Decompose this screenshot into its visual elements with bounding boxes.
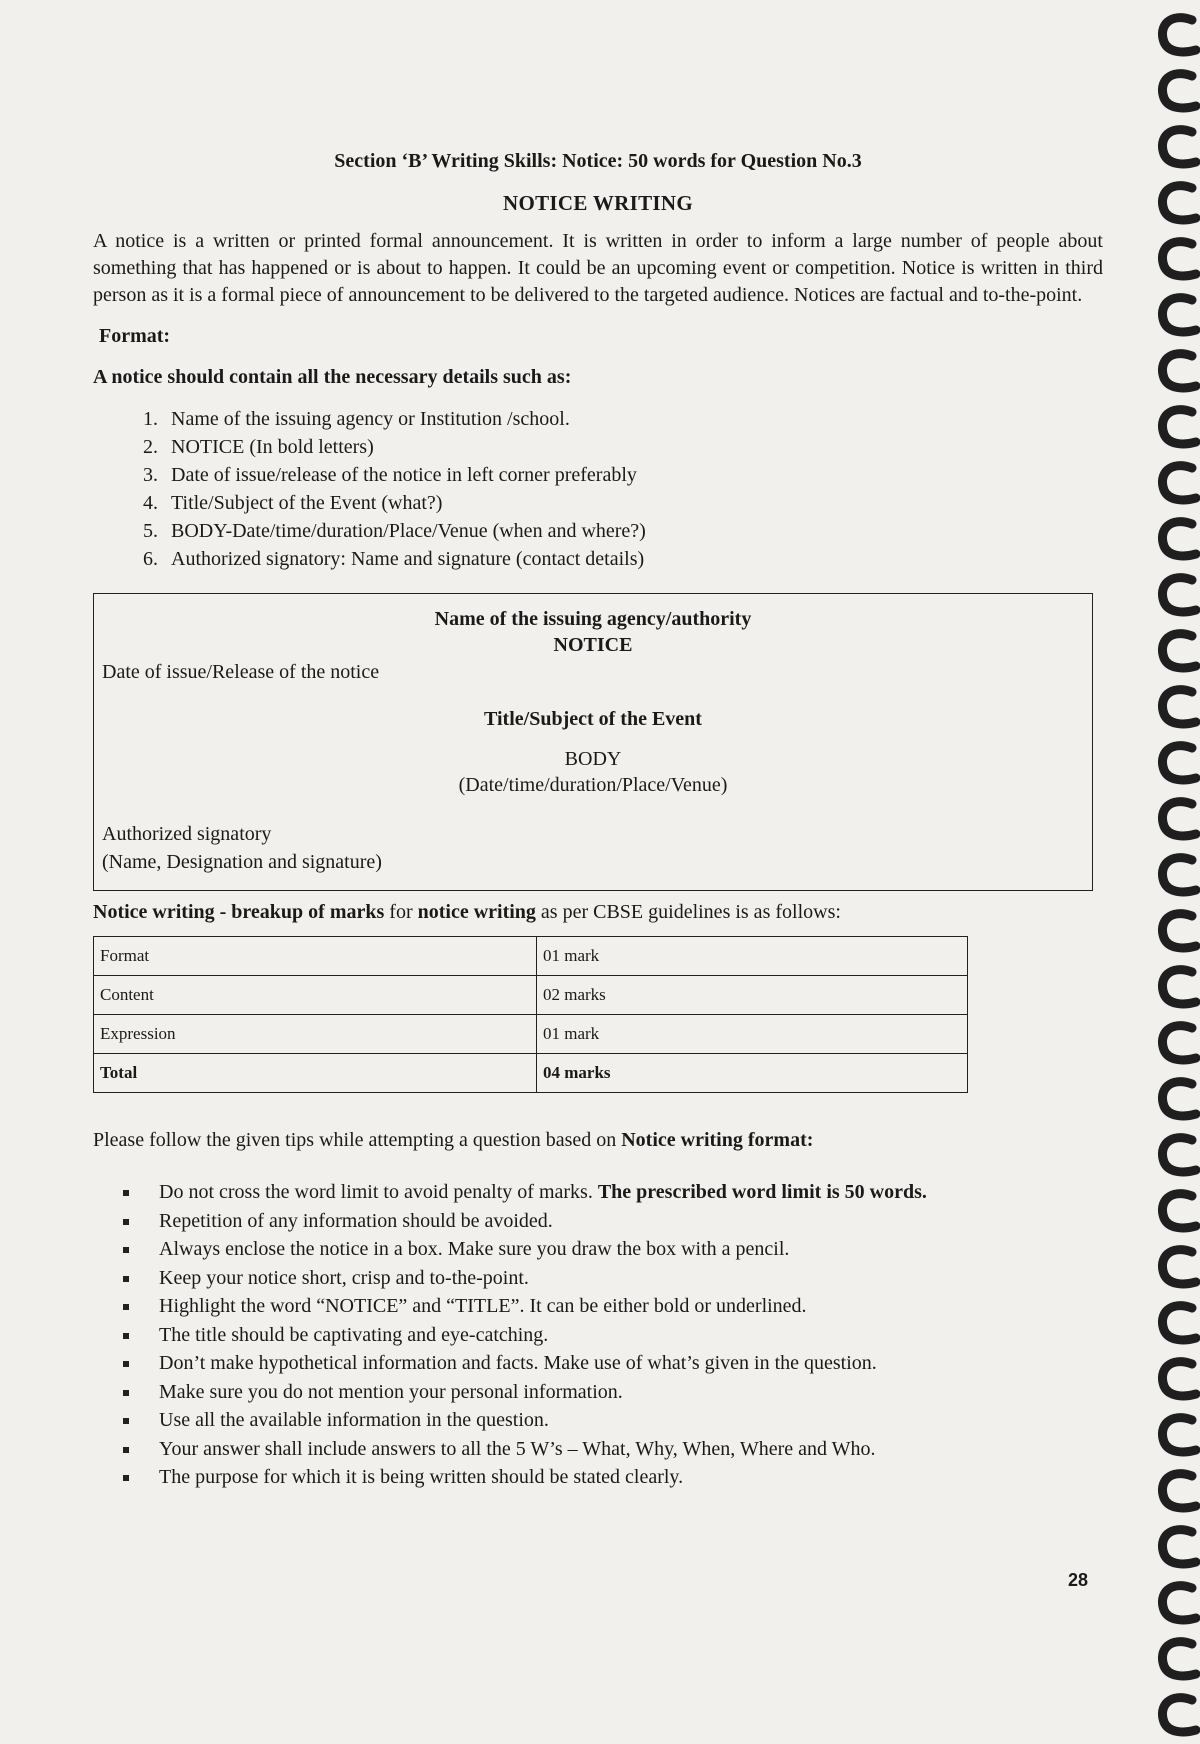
list-item — [123, 1349, 1103, 1378]
spiral-loop — [1162, 466, 1196, 500]
list-item — [123, 1207, 1103, 1236]
table-cell-item: Format — [94, 937, 537, 976]
spiral-loop — [1162, 354, 1196, 388]
spiral-loop — [1162, 186, 1196, 220]
table-cell-item: Expression — [94, 1015, 537, 1054]
tip-text: Do not cross the word limit to avoid penalty of marks. — [159, 1181, 598, 1203]
marks-table — [93, 936, 968, 1093]
spiral-loop — [1162, 1698, 1196, 1732]
tip-text: Don’t make hypothetical information and facts. Make use of what’s given in the question. — [159, 1352, 877, 1374]
bullet-icon — [123, 1276, 129, 1282]
spiral-loop — [1162, 74, 1196, 108]
table-row-total — [94, 1054, 968, 1093]
list-item — [123, 1235, 1103, 1264]
list-item — [123, 1321, 1103, 1350]
spiral-loop — [1162, 1362, 1196, 1396]
table-row — [94, 1015, 968, 1054]
tip-text: The title should be captivating and eye-catching. — [159, 1323, 549, 1346]
list-item: 5. BODY-Date/time/duration/Place/Venue (when and where?) — [163, 517, 1103, 545]
tip-text: Use all the available information in the question. — [159, 1409, 549, 1431]
tip-text: The purpose for which it is being written should be stated clearly. — [159, 1466, 684, 1488]
list-item: 1. Name of the issuing agency or Institution /school. — [163, 405, 1103, 433]
tip-text: Your answer shall include answers to all the 5 W’s – What, Why, When, Where and Who. — [159, 1437, 876, 1460]
spiral-loop — [1162, 1026, 1196, 1060]
notice-word: NOTICE — [553, 634, 633, 656]
bullet-icon — [123, 1475, 129, 1481]
contain-label: A notice should contain all the necessary details such as: — [93, 366, 572, 388]
table-cell-marks: 02 marks — [537, 976, 968, 1015]
page-title: NOTICE WRITING — [503, 191, 693, 215]
table-cell-marks: 01 mark — [537, 937, 968, 976]
marks-intro-bold: Notice writing - breakup of marks — [93, 901, 385, 923]
notice-agency: Name of the issuing agency/authority — [434, 608, 752, 630]
spiral-loop — [1162, 522, 1196, 556]
spiral-loop — [1162, 690, 1196, 724]
table-cell-marks: 01 mark — [537, 1015, 968, 1054]
bullet-icon — [123, 1190, 129, 1196]
spiral-loop — [1162, 1250, 1196, 1284]
list-item — [123, 1264, 1103, 1293]
tips-list — [93, 1178, 1103, 1492]
list-item — [123, 1292, 1103, 1321]
tips-intro — [93, 1129, 1103, 1152]
marks-intro-rest: as per CBSE guidelines is as follows: — [535, 901, 841, 923]
table-cell-item: Content — [94, 976, 537, 1015]
spiral-loop — [1162, 1530, 1196, 1564]
bullet-icon — [123, 1304, 129, 1310]
spiral-loop — [1162, 578, 1196, 612]
tip-text: Keep your notice short, crisp and to-the-point. — [159, 1266, 529, 1289]
bullet-icon — [123, 1247, 129, 1253]
table-row — [94, 976, 968, 1015]
tip-text: Repetition of any information should be avoided. — [159, 1209, 553, 1232]
notice-body: BODY — [564, 748, 622, 770]
table-cell-item: Total — [94, 1054, 537, 1093]
notice-subject: Title/Subject of the Event — [484, 708, 702, 730]
page-number: 28 — [1068, 1570, 1089, 1590]
spiral-loop — [1162, 1082, 1196, 1116]
bullet-icon — [123, 1390, 129, 1396]
table-cell-marks: 04 marks — [537, 1054, 968, 1093]
list-item — [123, 1178, 1103, 1207]
spiral-loop — [1162, 1138, 1196, 1172]
list-item — [123, 1463, 1103, 1492]
list-item — [123, 1378, 1103, 1407]
bullet-icon — [123, 1333, 129, 1339]
list-item: 3. Date of issue/release of the notice in left corner preferably — [163, 461, 1103, 489]
details-list — [93, 405, 1103, 573]
spiral-loop — [1162, 914, 1196, 948]
spiral-loop — [1162, 1586, 1196, 1620]
spiral-loop — [1162, 1306, 1196, 1340]
spiral-loop — [1162, 746, 1196, 780]
bullet-icon — [123, 1361, 129, 1367]
spiral-loop — [1162, 970, 1196, 1004]
intro-paragraph: A notice is a written or printed formal announcement. It is written in order to inform a large number of people about something that has happened or is about to happen. It could be an upcoming event or competition. Notice is written in third person as it is a formal piece of announcement to be delivered to the targeted audience. Notices are factual and to-the-point. — [93, 230, 1103, 306]
notice-signatory-details: (Name, Designation and signature) — [102, 851, 382, 873]
tip-text: Make sure you do not mention your personal information. — [159, 1380, 623, 1403]
tip-bold: The prescribed word limit is 50 words. — [597, 1181, 927, 1203]
spiral-loop — [1162, 298, 1196, 332]
tip-text: Highlight the word “NOTICE” and “TITLE”. It can be either bold or underlined. — [159, 1295, 807, 1317]
list-item — [123, 1435, 1103, 1464]
bullet-icon — [123, 1418, 129, 1424]
bullet-icon — [123, 1219, 129, 1225]
tip-text: Always enclose the notice in a box. Make sure you draw the box with a pencil. — [159, 1238, 790, 1260]
bullet-icon — [123, 1447, 129, 1453]
notice-body-details: (Date/time/duration/Place/Venue) — [458, 774, 728, 796]
marks-intro — [93, 901, 1103, 924]
page-content — [93, 150, 1103, 1492]
spiral-loop — [1162, 1418, 1196, 1452]
format-label: Format: — [99, 325, 171, 347]
list-item: 4. Title/Subject of the Event (what?) — [163, 489, 1103, 517]
spiral-loop — [1162, 1194, 1196, 1228]
table-row — [94, 937, 968, 976]
tips-intro-text: Please follow the given tips while attempting a question based on — [93, 1129, 622, 1151]
list-item — [123, 1406, 1103, 1435]
spiral-binding — [1130, 0, 1200, 1744]
list-item: 2. NOTICE (In bold letters) — [163, 433, 1103, 461]
list-item: 6. Authorized signatory: Name and signature (contact details) — [163, 545, 1103, 573]
spiral-loop — [1162, 130, 1196, 164]
spiral-loop — [1162, 18, 1196, 52]
marks-intro-middle: for — [384, 901, 418, 923]
marks-intro-bold2: notice writing — [417, 901, 536, 923]
tips-intro-bold: Notice writing format: — [621, 1129, 814, 1151]
notice-signatory: Authorized signatory — [102, 823, 272, 845]
spiral-loop — [1162, 1474, 1196, 1508]
spiral-loop — [1162, 858, 1196, 892]
spiral-loop — [1162, 242, 1196, 276]
notice-format-box — [93, 593, 1093, 891]
spiral-loop — [1162, 1642, 1196, 1676]
spiral-loop — [1162, 410, 1196, 444]
spiral-loop — [1162, 802, 1196, 836]
notice-date: Date of issue/Release of the notice — [102, 661, 380, 683]
spiral-loop — [1162, 634, 1196, 668]
section-heading: Section ‘B’ Writing Skills: Notice: 50 words for Question No.3 — [334, 150, 862, 172]
